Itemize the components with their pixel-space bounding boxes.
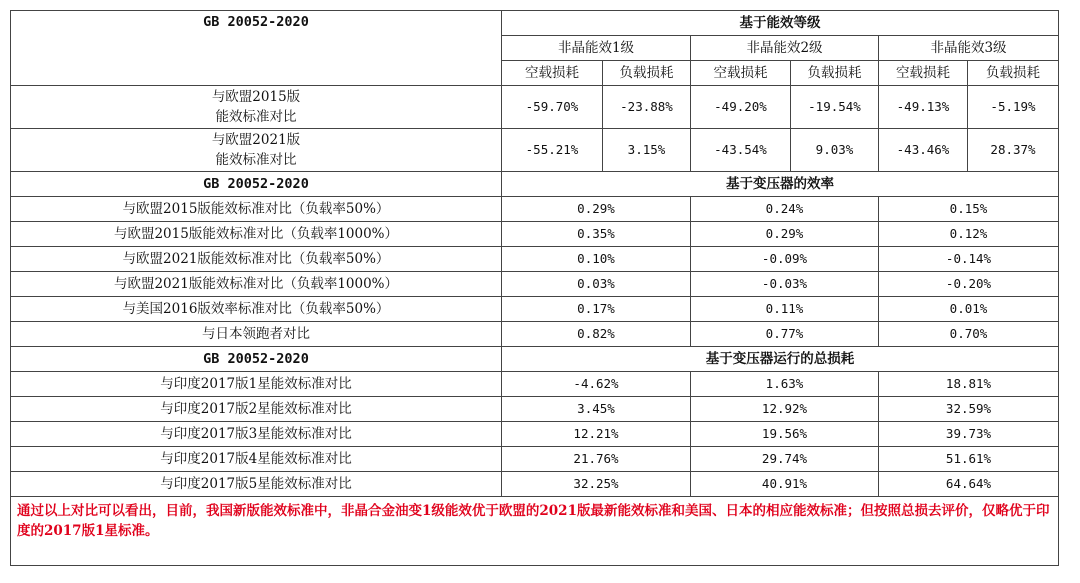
value-cell: 0.01% (879, 297, 1059, 322)
value-cell: 12.92% (691, 397, 879, 422)
sub-header: 空载损耗 (691, 61, 791, 86)
value-cell: 21.76% (502, 447, 691, 472)
table-row (11, 372, 1059, 397)
value-cell: 39.73% (879, 422, 1059, 447)
table-row (11, 86, 1059, 129)
value-cell: 0.29% (691, 222, 879, 247)
grade-2-header: 非晶能效2级 (691, 36, 879, 61)
value-cell: -59.70% (502, 86, 603, 129)
value-cell: 32.25% (502, 472, 691, 497)
value-cell: 0.15% (879, 197, 1059, 222)
value-cell: 3.45% (502, 397, 691, 422)
value-cell: 0.17% (502, 297, 691, 322)
summary-note: 通过以上对比可以看出，目前，我国新版能效标准中，非晶合金油变1级能效优于欧盟的2021版最新能效标准和美国、日本的相应能效标准；但按照总损去评价，仅略优于印度的2017版1星标准。 (11, 497, 1059, 566)
section3-left-header: GB 20052-2020 (11, 347, 502, 372)
grade-1-header: 非晶能效1级 (502, 36, 691, 61)
table-row (11, 397, 1059, 422)
value-cell: 0.03% (502, 272, 691, 297)
sub-header: 空载损耗 (502, 61, 603, 86)
table-row (11, 272, 1059, 297)
value-cell: -49.20% (691, 86, 791, 129)
row-label-line: 与欧盟2021版 (211, 132, 301, 148)
table-row (11, 222, 1059, 247)
value-cell: 0.77% (691, 322, 879, 347)
value-cell: -55.21% (502, 129, 603, 172)
sub-header: 负载损耗 (968, 61, 1059, 86)
value-cell: -0.14% (879, 247, 1059, 272)
value-cell: 0.24% (691, 197, 879, 222)
table-row (11, 322, 1059, 347)
value-cell: 0.82% (502, 322, 691, 347)
value-cell: -5.19% (968, 86, 1059, 129)
row-label: 与欧盟2021版能效标准对比（负载率50%） (11, 247, 502, 272)
row-label: 与印度2017版5星能效标准对比 (11, 472, 502, 497)
section2-group-header: 基于变压器的效率 (502, 172, 1059, 197)
sub-header: 负载损耗 (603, 61, 691, 86)
table-row (11, 472, 1059, 497)
value-cell: 0.10% (502, 247, 691, 272)
value-cell: 1.63% (691, 372, 879, 397)
table-row (11, 422, 1059, 447)
value-cell: -43.54% (691, 129, 791, 172)
value-cell: -49.13% (879, 86, 968, 129)
section2-left-header: GB 20052-2020 (11, 172, 502, 197)
row-label-line: 能效标准对比 (215, 152, 297, 168)
value-cell: 32.59% (879, 397, 1059, 422)
value-cell: 40.91% (691, 472, 879, 497)
row-label: 与欧盟2021版能效标准对比（负载率1000%） (11, 272, 502, 297)
value-cell: 0.11% (691, 297, 879, 322)
value-cell: 0.29% (502, 197, 691, 222)
value-cell: 0.70% (879, 322, 1059, 347)
comparison-table (10, 10, 1059, 566)
value-cell: -43.46% (879, 129, 968, 172)
row-label-line: 与欧盟2015版 (211, 89, 301, 105)
value-cell: -0.03% (691, 272, 879, 297)
row-label: 与欧盟2015版能效标准对比（负载率1000%） (11, 222, 502, 247)
row-label: 与欧盟2015版能效标准对比（负载率50%） (11, 197, 502, 222)
value-cell: -4.62% (502, 372, 691, 397)
value-cell: -19.54% (791, 86, 879, 129)
value-cell: 19.56% (691, 422, 879, 447)
row-label: 与日本领跑者对比 (11, 322, 502, 347)
value-cell: 9.03% (791, 129, 879, 172)
sub-header: 空载损耗 (879, 61, 968, 86)
value-cell: 3.15% (603, 129, 691, 172)
row-label-line: 能效标准对比 (215, 109, 297, 125)
table-row (11, 447, 1059, 472)
section1-left-header: GB 20052-2020 (11, 11, 502, 86)
sub-header: 负载损耗 (791, 61, 879, 86)
grade-3-header: 非晶能效3级 (879, 36, 1059, 61)
value-cell: 29.74% (691, 447, 879, 472)
value-cell: 18.81% (879, 372, 1059, 397)
value-cell: -0.20% (879, 272, 1059, 297)
value-cell: 28.37% (968, 129, 1059, 172)
value-cell: 51.61% (879, 447, 1059, 472)
value-cell: -0.09% (691, 247, 879, 272)
section1-group-header: 基于能效等级 (502, 11, 1059, 36)
table-row (11, 247, 1059, 272)
table-row (11, 297, 1059, 322)
row-label: 与印度2017版3星能效标准对比 (11, 422, 502, 447)
row-label: 与印度2017版1星能效标准对比 (11, 372, 502, 397)
value-cell: 12.21% (502, 422, 691, 447)
row-label: 与印度2017版4星能效标准对比 (11, 447, 502, 472)
value-cell: 0.35% (502, 222, 691, 247)
row-label: 与印度2017版2星能效标准对比 (11, 397, 502, 422)
value-cell: 64.64% (879, 472, 1059, 497)
row-label (11, 129, 502, 172)
table-row (11, 197, 1059, 222)
value-cell: 0.12% (879, 222, 1059, 247)
row-label: 与美国2016版效率标准对比（负载率50%） (11, 297, 502, 322)
value-cell: -23.88% (603, 86, 691, 129)
section3-group-header: 基于变压器运行的总损耗 (502, 347, 1059, 372)
table-row (11, 129, 1059, 172)
row-label (11, 86, 502, 129)
